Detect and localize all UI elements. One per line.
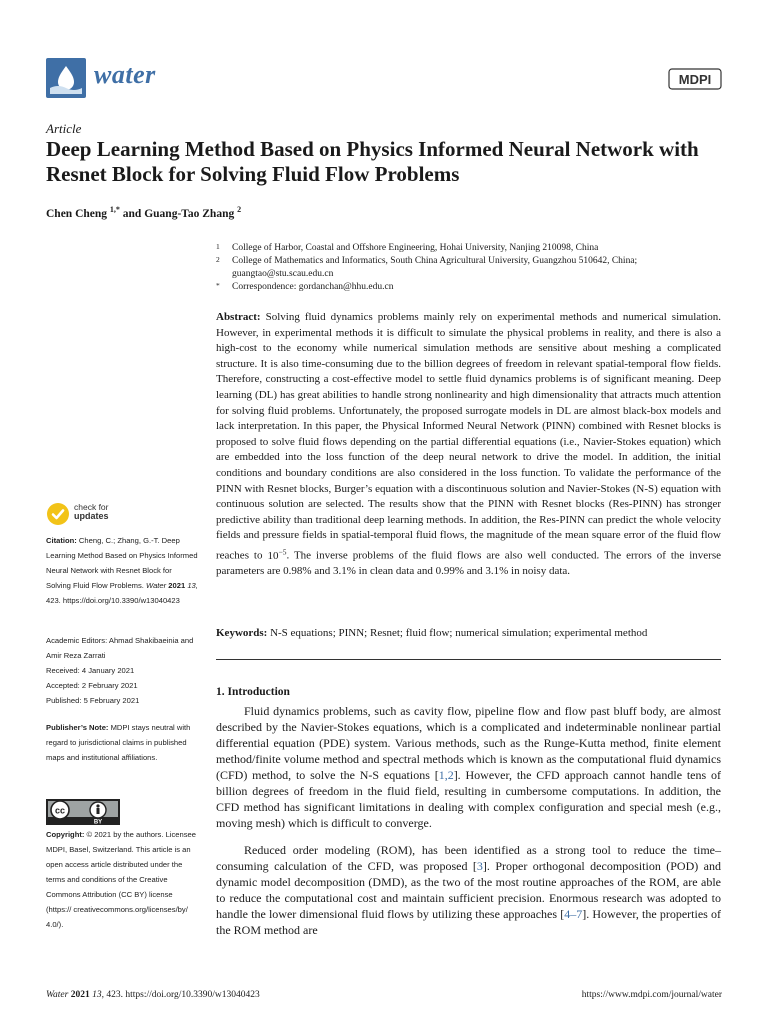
section-divider <box>216 659 721 660</box>
academic-editors: Academic Editors: Ahmad Shakibaeinia and Amir Reza Zarrati <box>46 636 194 660</box>
keywords-label: Keywords: <box>216 627 268 639</box>
abstract-text: Solving fluid dynamics problems mainly rely on experimental methods and numerical simulation. However, in experimental methods it is difficult to simulate the physical problems in reality, and there is also a high-cost to the economy while numerical simulation methods are sensitive about meshing a complicated structure. It is also time-consuming due to the billion degrees of freedom in relevant spatial-temporal flow fields. Therefore, constructing a cost-effective model to settle fluid dynamics problems is of significant meaning. Deep learning (DL) has great abilities to handle strong nonlinearity and high dimensionality that attracts much attention for solving fluid problems. Unfortunately, the proposed surrogate models in DL are almost black-box models and lack interpretation. In this paper, the Physical Informed Neural Network (PINN) combined with Resnet blocks is proposed to solve fluid flows depending on the partial differential equations (i.e., Navier-Stokes equation) which are embedded into the loss function of the deep neural network to drive the model. In addition, the initial conditions and boundary conditions are also considered in the loss function. To validate the performance of the PINN with Resnet blocks, Burger’s equation with a discontinuous solution and Navier-Stokes (N-S) equation with continuous solution are selected. The results show that the PINN with Resnet blocks (Res-PINN) has stronger predictive ability than traditional deep learning methods. In addition, the Res-PINN can predict the whole velocity fields and pressure fields in spatial-temporal fluid flows, the magnitude of the mean square error of the fluid flow reaches to <box>216 311 721 562</box>
affiliation-mark: 1 <box>216 242 220 251</box>
journal-name: water <box>94 60 156 89</box>
keywords <box>216 626 721 641</box>
footer-doi[interactable]: 423. https://doi.org/10.3390/w13040423 <box>106 990 260 1000</box>
article-type: Article <box>46 121 82 136</box>
abstract-text-end: . The inverse problems of the fluid flows are also well conducted. The errors of the inverse parameters are 0.98% and 3.1% in clean data and 0.99% and 3.1% in noisy data. <box>216 549 722 578</box>
citation-link[interactable]: 4–7 <box>564 907 583 921</box>
footer-citation: Water 2021 13, 423. https://doi.org/10.3390/w13040423 <box>46 990 260 1000</box>
journal-logo-icon <box>46 58 86 98</box>
affiliation-text: College of Mathematics and Informatics, South China Agricultural University, Guangzhou 510642, China; guangtao@stu.scau.edu.cn <box>232 256 638 279</box>
publisher-note: Publisher’s Note: MDPI stays neutral with regard to jurisdictional claims in published maps and institutional affiliations. <box>46 723 191 762</box>
abstract <box>216 310 721 580</box>
publisher-logo[interactable] <box>668 68 722 90</box>
svg-text:cc: cc <box>54 805 66 816</box>
abstract-label: Abstract: <box>216 311 261 323</box>
author-sup: 1,* <box>109 205 120 214</box>
copyright-block: Copyright: © 2021 by the authors. Licensee MDPI, Basel, Switzerland. This article is an open access article distributed under the terms and conditions of the Creative Commons Attribution (CC BY) license (https:// creativecommons.org/licenses/by/ 4.0/). <box>46 830 196 929</box>
author-sup: 2 <box>237 205 242 214</box>
cc-by-license-icon[interactable] <box>46 799 120 825</box>
check-for-updates-label[interactable]: check for updates <box>74 502 109 521</box>
author-list <box>46 205 241 220</box>
citation-link[interactable]: 3 <box>476 859 483 873</box>
affiliation-2 <box>216 255 726 281</box>
author-conjunction: and <box>122 207 142 220</box>
svg-text:BY: BY <box>93 819 103 825</box>
citation-link[interactable]: 1,2 <box>438 768 454 782</box>
received-date: Received: 4 January 2021 <box>46 666 135 675</box>
published-date: Published: 5 February 2021 <box>46 696 140 705</box>
dates-block <box>46 633 198 708</box>
citation-doi[interactable]: 423. https://doi.org/10.3390/w13040423 <box>46 596 180 605</box>
intro-paragraph-1: Fluid dynamics problems, such as cavity flow, pipeline flow and flow past bluff body, are almost described by the Navier-Stokes equations, which is a complicated and indeterminable nonlinear partial differential equation (PDE) system. Various methods, such as the Runge-Kutta method, finite element method/finite volume method and spectral methods which is known as the computational fluid dynamics (CFD) method, to solve the N-S equations [1,2]. However, the CFD approach cannot handle tens of billion degrees of freedom in the fluid field, resulting in cumbersome computations. In addition, the CFD method has significant limitations in dealing with complex configuration and special mesh (e.g., moving mesh) which is difficult to converge. <box>216 704 721 830</box>
section-heading: 1. Introduction <box>216 686 290 698</box>
affiliation-mark: * <box>216 281 220 290</box>
check-for-updates-icon[interactable] <box>46 502 70 526</box>
citation-block: Citation: Cheng, C.; Zhang, G.-T. Deep Learning Method Based on Physics Informed Neural Network with Resnet Block for Solving Fluid Flow Problems. Water 2021 13, 423. https://doi.org/10.3390/w13040423 <box>46 536 198 605</box>
intro-paragraph-2: Reduced order modeling (ROM), has been identified as a strong tool to reduce the time–consuming calculation of the CFD, was proposed [3]. Proper orthogonal decomposition (POD) and dynamic model decomposition (DMD), as the two of the most routine approaches of the ROM, are able to reduce the computational cost and maintain sufficient precision. Enormous research was adopted to handle the lower dimensional fluid flows by utilizing these approaches [4–7]. However, the properties of the ROM method are <box>216 843 722 937</box>
svg-text:MDPI: MDPI <box>678 72 712 87</box>
author-name[interactable]: Chen Cheng <box>46 207 108 220</box>
accepted-date: Accepted: 2 February 2021 <box>46 681 138 690</box>
article-title: Deep Learning Method Based on Physics Informed Neural Network with Resnet Block for Solving Fluid Flow Problems <box>46 137 699 186</box>
affiliation-text: College of Harbor, Coastal and Offshore Engineering, Hohai University, Nanjing 210098, China <box>232 243 599 253</box>
author-name[interactable]: Guang-Tao Zhang <box>144 207 235 220</box>
keywords-text: N-S equations; PINN; Resnet; fluid flow; numerical simulation; experimental method <box>270 627 648 639</box>
footer-journal-url[interactable]: https://www.mdpi.com/journal/water <box>581 990 722 1000</box>
correspondence-email[interactable]: Correspondence: gordanchan@hhu.edu.cn <box>232 282 394 292</box>
affiliation-mark: 2 <box>216 255 220 264</box>
abstract-power: $10^{-5}$ <box>267 546 287 562</box>
